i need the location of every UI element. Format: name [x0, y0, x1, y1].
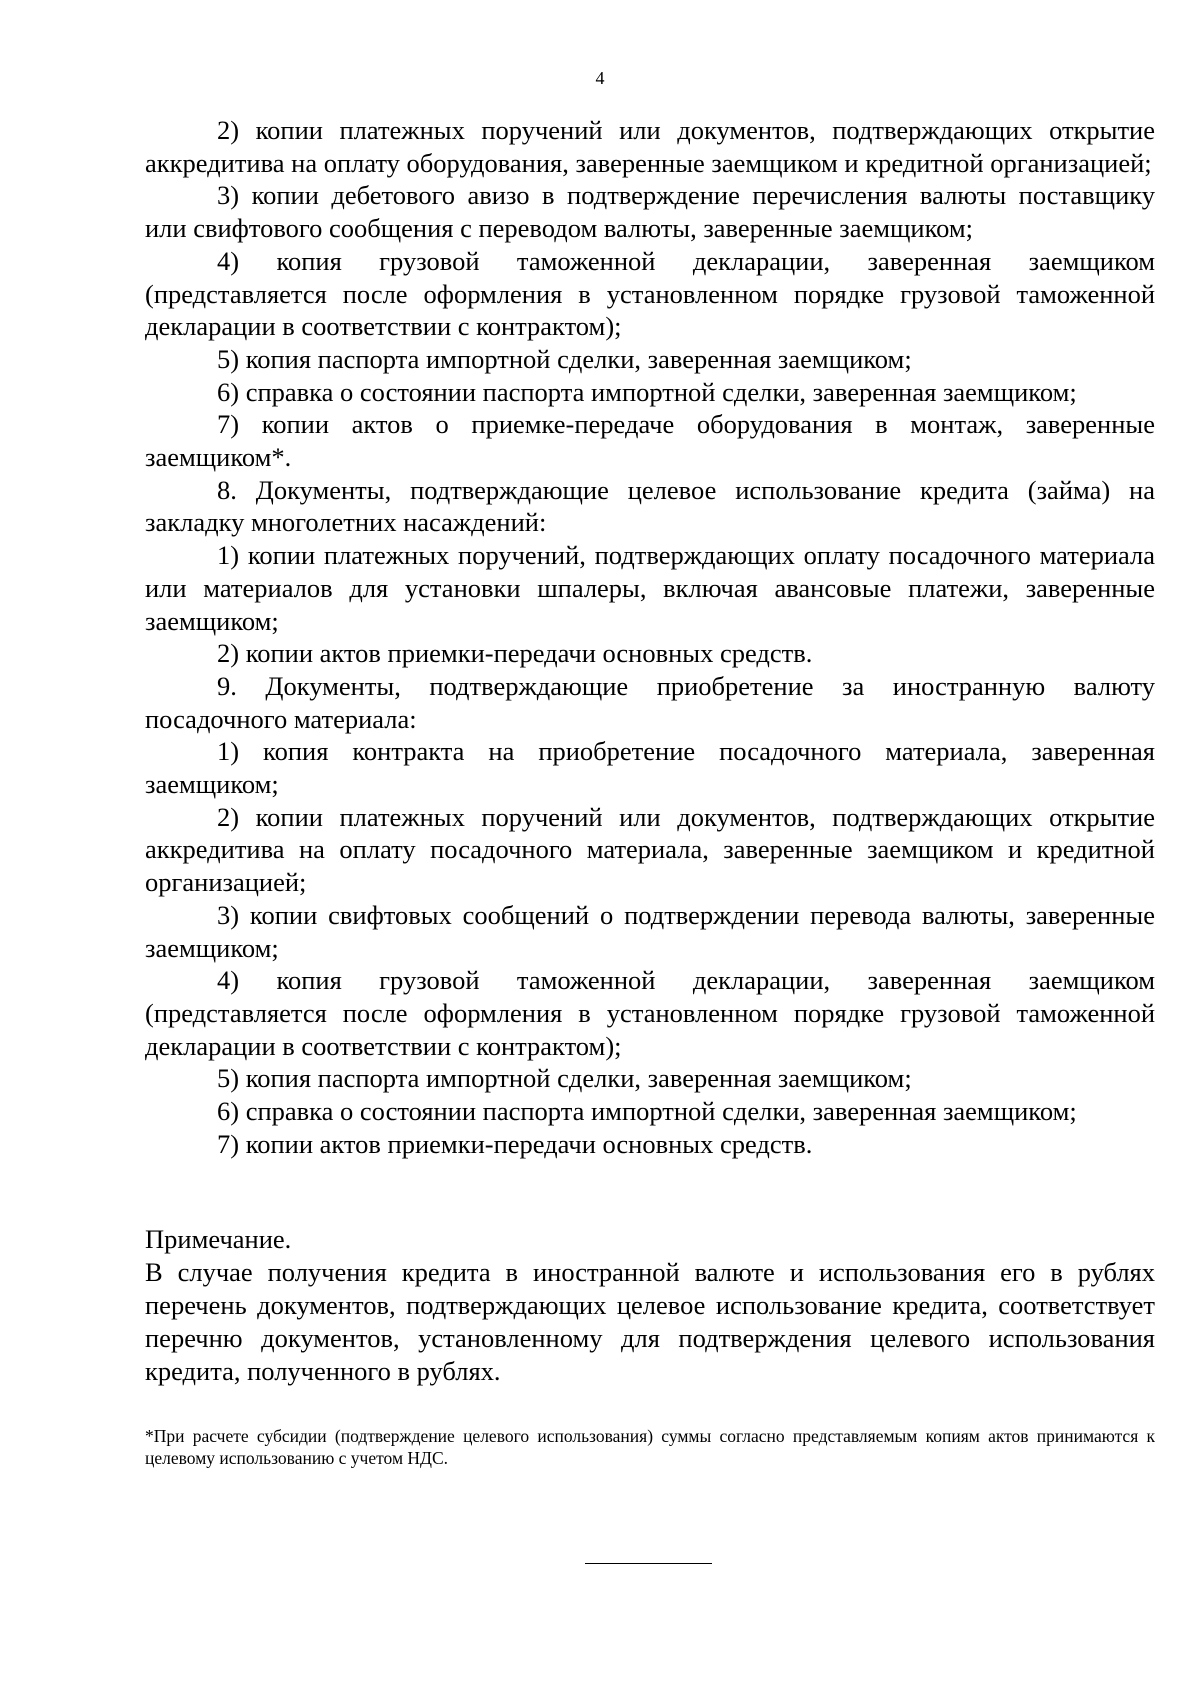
paragraph-s8-item-1: 1) копии платежных поручений, подтверждающих оплату посадочного материала или материалов для установки шпалеры, включая авансовые платежи, заверенные заемщиком;: [145, 540, 1155, 636]
end-of-document-rule: [585, 1563, 712, 1564]
footnote: *При расчете субсидии (подтверждение целевого использования) суммы согласно представляемым копиям актов принимаются к целевому использованию с учетом НДС.: [145, 1426, 1155, 1468]
paragraph-item-4-customs-declaration: 4) копия грузовой таможенной декларации, заверенная заемщиком (представляется после оформления в установленном порядке грузовой таможенной декларации в соответствии с контрактом);: [145, 245, 1155, 342]
paragraph-item-3-debit-advice: 3) копии дебетового авизо в подтверждение перечисления валюты поставщику или свифтового сообщения с переводом валюты, заверенные заемщиком;: [145, 180, 1155, 244]
section-9-heading: 9. Документы, подтверждающие приобретение за иностранную валюту посадочного материала:: [145, 670, 1155, 734]
paragraph-s8-item-2: 2) копии актов приемки-передачи основных средств.: [217, 638, 813, 669]
paragraph-item-2-payment-orders: 2) копии платежных поручений или документов, подтверждающих открытие аккредитива на оплату оборудования, заверенные заемщиком и кредитной организацией;: [145, 115, 1155, 178]
document-body: [145, 114, 1155, 1161]
paragraph-s9-item-7: 7) копии актов приемки-передачи основных средств.: [217, 1128, 813, 1159]
paragraph-s9-item-1: 1) копия контракта на приобретение посадочного материала, заверенная заемщиком;: [145, 736, 1155, 800]
note-section: [145, 1223, 1155, 1388]
note-heading: Примечание.: [145, 1224, 292, 1254]
section-8-heading: 8. Документы, подтверждающие целевое использование кредита (займа) на закладку многолетних насаждений:: [145, 474, 1155, 538]
paragraph-item-7-installation-acts: 7) копии актов о приемке-передаче оборудования в монтаж, заверенные заемщиком*.: [145, 409, 1155, 473]
paragraph-item-6-passport-certificate: 6) справка о состоянии паспорта импортной сделки, заверенная заемщиком;: [217, 376, 1077, 407]
paragraph-s9-item-2: 2) копии платежных поручений или документов, подтверждающих открытие аккредитива на оплату посадочного материала, заверенные заемщиком и кредитной организацией;: [145, 801, 1155, 898]
paragraph-s9-item-4: 4) копия грузовой таможенной декларации, заверенная заемщиком (представляется после оформления в установленном порядке грузовой таможенной декларации в соответствии с контрактом);: [145, 965, 1155, 1061]
paragraph-s9-item-3: 3) копии свифтовых сообщений о подтверждении перевода валюты, заверенные заемщиком;: [145, 899, 1155, 963]
note-text: В случае получения кредита в иностранной валюте и использования его в рублях перечень документов, подтверждающих целевое использование кредита, соответствует перечню документов, установленному для подтверждения целевого использования кредита, полученного в рублях.: [145, 1257, 1155, 1386]
paragraph-item-5-import-passport: 5) копия паспорта импортной сделки, заверенная заемщиком;: [217, 343, 912, 374]
paragraph-s9-item-6: 6) справка о состоянии паспорта импортной сделки, заверенная заемщиком;: [217, 1096, 1077, 1127]
page-number: 4: [595, 68, 605, 88]
paragraph-s9-item-5: 5) копия паспорта импортной сделки, заверенная заемщиком;: [217, 1063, 912, 1094]
